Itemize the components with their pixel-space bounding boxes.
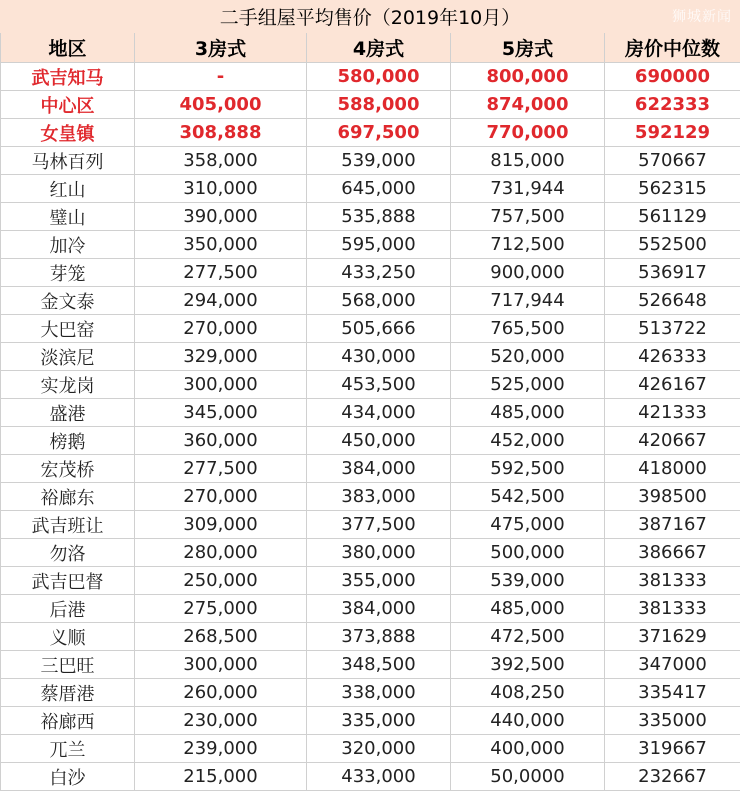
- district-cell: 淡滨尼: [1, 343, 135, 371]
- price-3room-cell: 294,000: [135, 287, 307, 315]
- district-cell: 白沙: [1, 763, 135, 791]
- price-5room-cell: 800,000: [451, 63, 605, 91]
- median-price-cell: 371629: [605, 623, 740, 651]
- district-cell: 榜鹅: [1, 427, 135, 455]
- district-cell: 裕廊西: [1, 707, 135, 735]
- median-price-cell: 536917: [605, 259, 740, 287]
- price-3room-cell: 230,000: [135, 707, 307, 735]
- table-row: [1, 175, 740, 203]
- table-row: [1, 371, 740, 399]
- table-row: [1, 679, 740, 707]
- table-row: [1, 539, 740, 567]
- price-3room-cell: 277,500: [135, 259, 307, 287]
- price-4room-cell: 348,500: [307, 651, 451, 679]
- price-5room-cell: 485,000: [451, 595, 605, 623]
- median-price-cell: 420667: [605, 427, 740, 455]
- price-5room-cell: 712,500: [451, 231, 605, 259]
- median-price-cell: 398500: [605, 483, 740, 511]
- table-row: [1, 623, 740, 651]
- price-4room-cell: 588,000: [307, 91, 451, 119]
- price-5room-cell: 475,000: [451, 511, 605, 539]
- table-row: [1, 511, 740, 539]
- district-cell: 宏茂桥: [1, 455, 135, 483]
- price-4room-cell: 568,000: [307, 287, 451, 315]
- table-row: [1, 595, 740, 623]
- median-price-cell: 418000: [605, 455, 740, 483]
- median-price-cell: 426333: [605, 343, 740, 371]
- price-4room-cell: 453,500: [307, 371, 451, 399]
- district-cell: 蔡厝港: [1, 679, 135, 707]
- table-body: [1, 63, 740, 791]
- price-3room-cell: 239,000: [135, 735, 307, 763]
- median-price-cell: 526648: [605, 287, 740, 315]
- price-5room-cell: 392,500: [451, 651, 605, 679]
- price-4room-cell: 373,888: [307, 623, 451, 651]
- price-3room-cell: 215,000: [135, 763, 307, 791]
- price-5room-cell: 815,000: [451, 147, 605, 175]
- table-row: [1, 315, 740, 343]
- district-cell: 实龙岗: [1, 371, 135, 399]
- table-row: [1, 147, 740, 175]
- price-5room-cell: 717,944: [451, 287, 605, 315]
- price-table: [0, 33, 740, 791]
- price-3room-cell: 300,000: [135, 651, 307, 679]
- price-5room-cell: 485,000: [451, 399, 605, 427]
- price-3room-cell: 390,000: [135, 203, 307, 231]
- median-price-cell: 319667: [605, 735, 740, 763]
- district-cell: 芽笼: [1, 259, 135, 287]
- price-4room-cell: 539,000: [307, 147, 451, 175]
- median-price-cell: 690000: [605, 63, 740, 91]
- price-4room-cell: 380,000: [307, 539, 451, 567]
- price-4room-cell: 355,000: [307, 567, 451, 595]
- price-5room-cell: 520,000: [451, 343, 605, 371]
- price-3room-cell: 350,000: [135, 231, 307, 259]
- median-price-cell: 381333: [605, 595, 740, 623]
- district-cell: 盛港: [1, 399, 135, 427]
- district-cell: 勿洛: [1, 539, 135, 567]
- district-cell: 三巴旺: [1, 651, 135, 679]
- district-cell: 大巴窑: [1, 315, 135, 343]
- price-4room-cell: 434,000: [307, 399, 451, 427]
- price-5room-cell: 770,000: [451, 119, 605, 147]
- price-5room-cell: 500,000: [451, 539, 605, 567]
- price-5room-cell: 874,000: [451, 91, 605, 119]
- price-3room-cell: -: [135, 63, 307, 91]
- median-price-cell: 552500: [605, 231, 740, 259]
- price-3room-cell: 260,000: [135, 679, 307, 707]
- district-cell: 武吉班让: [1, 511, 135, 539]
- header-3room: 3房式: [135, 33, 307, 63]
- price-3room-cell: 300,000: [135, 371, 307, 399]
- price-4room-cell: 377,500: [307, 511, 451, 539]
- median-price-cell: 570667: [605, 147, 740, 175]
- price-3room-cell: 309,000: [135, 511, 307, 539]
- header-5room: 5房式: [451, 33, 605, 63]
- median-price-cell: 562315: [605, 175, 740, 203]
- table-row: [1, 455, 740, 483]
- table-title-row: [0, 0, 740, 34]
- price-4room-cell: 535,888: [307, 203, 451, 231]
- median-price-cell: 513722: [605, 315, 740, 343]
- median-price-cell: 347000: [605, 651, 740, 679]
- district-cell: 义顺: [1, 623, 135, 651]
- table-row: [1, 651, 740, 679]
- price-4room-cell: 383,000: [307, 483, 451, 511]
- price-3room-cell: 280,000: [135, 539, 307, 567]
- header-median: 房价中位数: [605, 33, 740, 63]
- district-cell: 马林百列: [1, 147, 135, 175]
- price-4room-cell: 430,000: [307, 343, 451, 371]
- price-5room-cell: 400,000: [451, 735, 605, 763]
- district-cell: 武吉巴督: [1, 567, 135, 595]
- price-4room-cell: 320,000: [307, 735, 451, 763]
- price-5room-cell: 731,944: [451, 175, 605, 203]
- price-5room-cell: 525,000: [451, 371, 605, 399]
- median-price-cell: 561129: [605, 203, 740, 231]
- district-cell: 中心区: [1, 91, 135, 119]
- median-price-cell: 381333: [605, 567, 740, 595]
- table-row: [1, 763, 740, 791]
- price-3room-cell: 310,000: [135, 175, 307, 203]
- table-row: [1, 203, 740, 231]
- table-row: [1, 119, 740, 147]
- price-3room-cell: 275,000: [135, 595, 307, 623]
- price-5room-cell: 900,000: [451, 259, 605, 287]
- price-4room-cell: 580,000: [307, 63, 451, 91]
- district-cell: 红山: [1, 175, 135, 203]
- price-3room-cell: 360,000: [135, 427, 307, 455]
- district-cell: 兀兰: [1, 735, 135, 763]
- price-3room-cell: 250,000: [135, 567, 307, 595]
- table-row: [1, 735, 740, 763]
- median-price-cell: 426167: [605, 371, 740, 399]
- watermark-logo: 狮城新闻: [672, 9, 732, 25]
- median-price-cell: 335000: [605, 707, 740, 735]
- table-row: [1, 399, 740, 427]
- district-cell: 金文泰: [1, 287, 135, 315]
- median-price-cell: 387167: [605, 511, 740, 539]
- price-4room-cell: 433,250: [307, 259, 451, 287]
- district-cell: 武吉知马: [1, 63, 135, 91]
- table-row: [1, 259, 740, 287]
- price-4room-cell: 433,000: [307, 763, 451, 791]
- table-row: [1, 287, 740, 315]
- header-row: [1, 33, 740, 63]
- district-cell: 加冷: [1, 231, 135, 259]
- price-3room-cell: 345,000: [135, 399, 307, 427]
- price-4room-cell: 335,000: [307, 707, 451, 735]
- price-5room-cell: 539,000: [451, 567, 605, 595]
- price-5room-cell: 440,000: [451, 707, 605, 735]
- median-price-cell: 386667: [605, 539, 740, 567]
- table-row: [1, 483, 740, 511]
- price-3room-cell: 270,000: [135, 315, 307, 343]
- median-price-cell: 592129: [605, 119, 740, 147]
- price-3room-cell: 405,000: [135, 91, 307, 119]
- price-4room-cell: 384,000: [307, 455, 451, 483]
- table-title: 二手组屋平均售价（2019年10月）: [219, 7, 521, 29]
- price-5room-cell: 765,500: [451, 315, 605, 343]
- table-row: [1, 91, 740, 119]
- price-3room-cell: 268,500: [135, 623, 307, 651]
- price-4room-cell: 645,000: [307, 175, 451, 203]
- district-cell: 女皇镇: [1, 119, 135, 147]
- price-5room-cell: 50,0000: [451, 763, 605, 791]
- price-5room-cell: 757,500: [451, 203, 605, 231]
- table-row: [1, 343, 740, 371]
- price-3room-cell: 329,000: [135, 343, 307, 371]
- district-cell: 璧山: [1, 203, 135, 231]
- price-4room-cell: 697,500: [307, 119, 451, 147]
- price-4room-cell: 338,000: [307, 679, 451, 707]
- header-4room: 4房式: [307, 33, 451, 63]
- header-district: 地区: [1, 33, 135, 63]
- price-3room-cell: 270,000: [135, 483, 307, 511]
- price-4room-cell: 595,000: [307, 231, 451, 259]
- price-5room-cell: 452,000: [451, 427, 605, 455]
- table-row: [1, 707, 740, 735]
- table-row: [1, 63, 740, 91]
- price-5room-cell: 592,500: [451, 455, 605, 483]
- median-price-cell: 421333: [605, 399, 740, 427]
- price-5room-cell: 472,500: [451, 623, 605, 651]
- price-4room-cell: 505,666: [307, 315, 451, 343]
- price-4room-cell: 384,000: [307, 595, 451, 623]
- table-row: [1, 231, 740, 259]
- price-4room-cell: 450,000: [307, 427, 451, 455]
- price-3room-cell: 277,500: [135, 455, 307, 483]
- price-5room-cell: 408,250: [451, 679, 605, 707]
- median-price-cell: 232667: [605, 763, 740, 791]
- price-3room-cell: 358,000: [135, 147, 307, 175]
- median-price-cell: 622333: [605, 91, 740, 119]
- table-row: [1, 427, 740, 455]
- table-row: [1, 567, 740, 595]
- price-5room-cell: 542,500: [451, 483, 605, 511]
- district-cell: 后港: [1, 595, 135, 623]
- district-cell: 裕廊东: [1, 483, 135, 511]
- price-3room-cell: 308,888: [135, 119, 307, 147]
- median-price-cell: 335417: [605, 679, 740, 707]
